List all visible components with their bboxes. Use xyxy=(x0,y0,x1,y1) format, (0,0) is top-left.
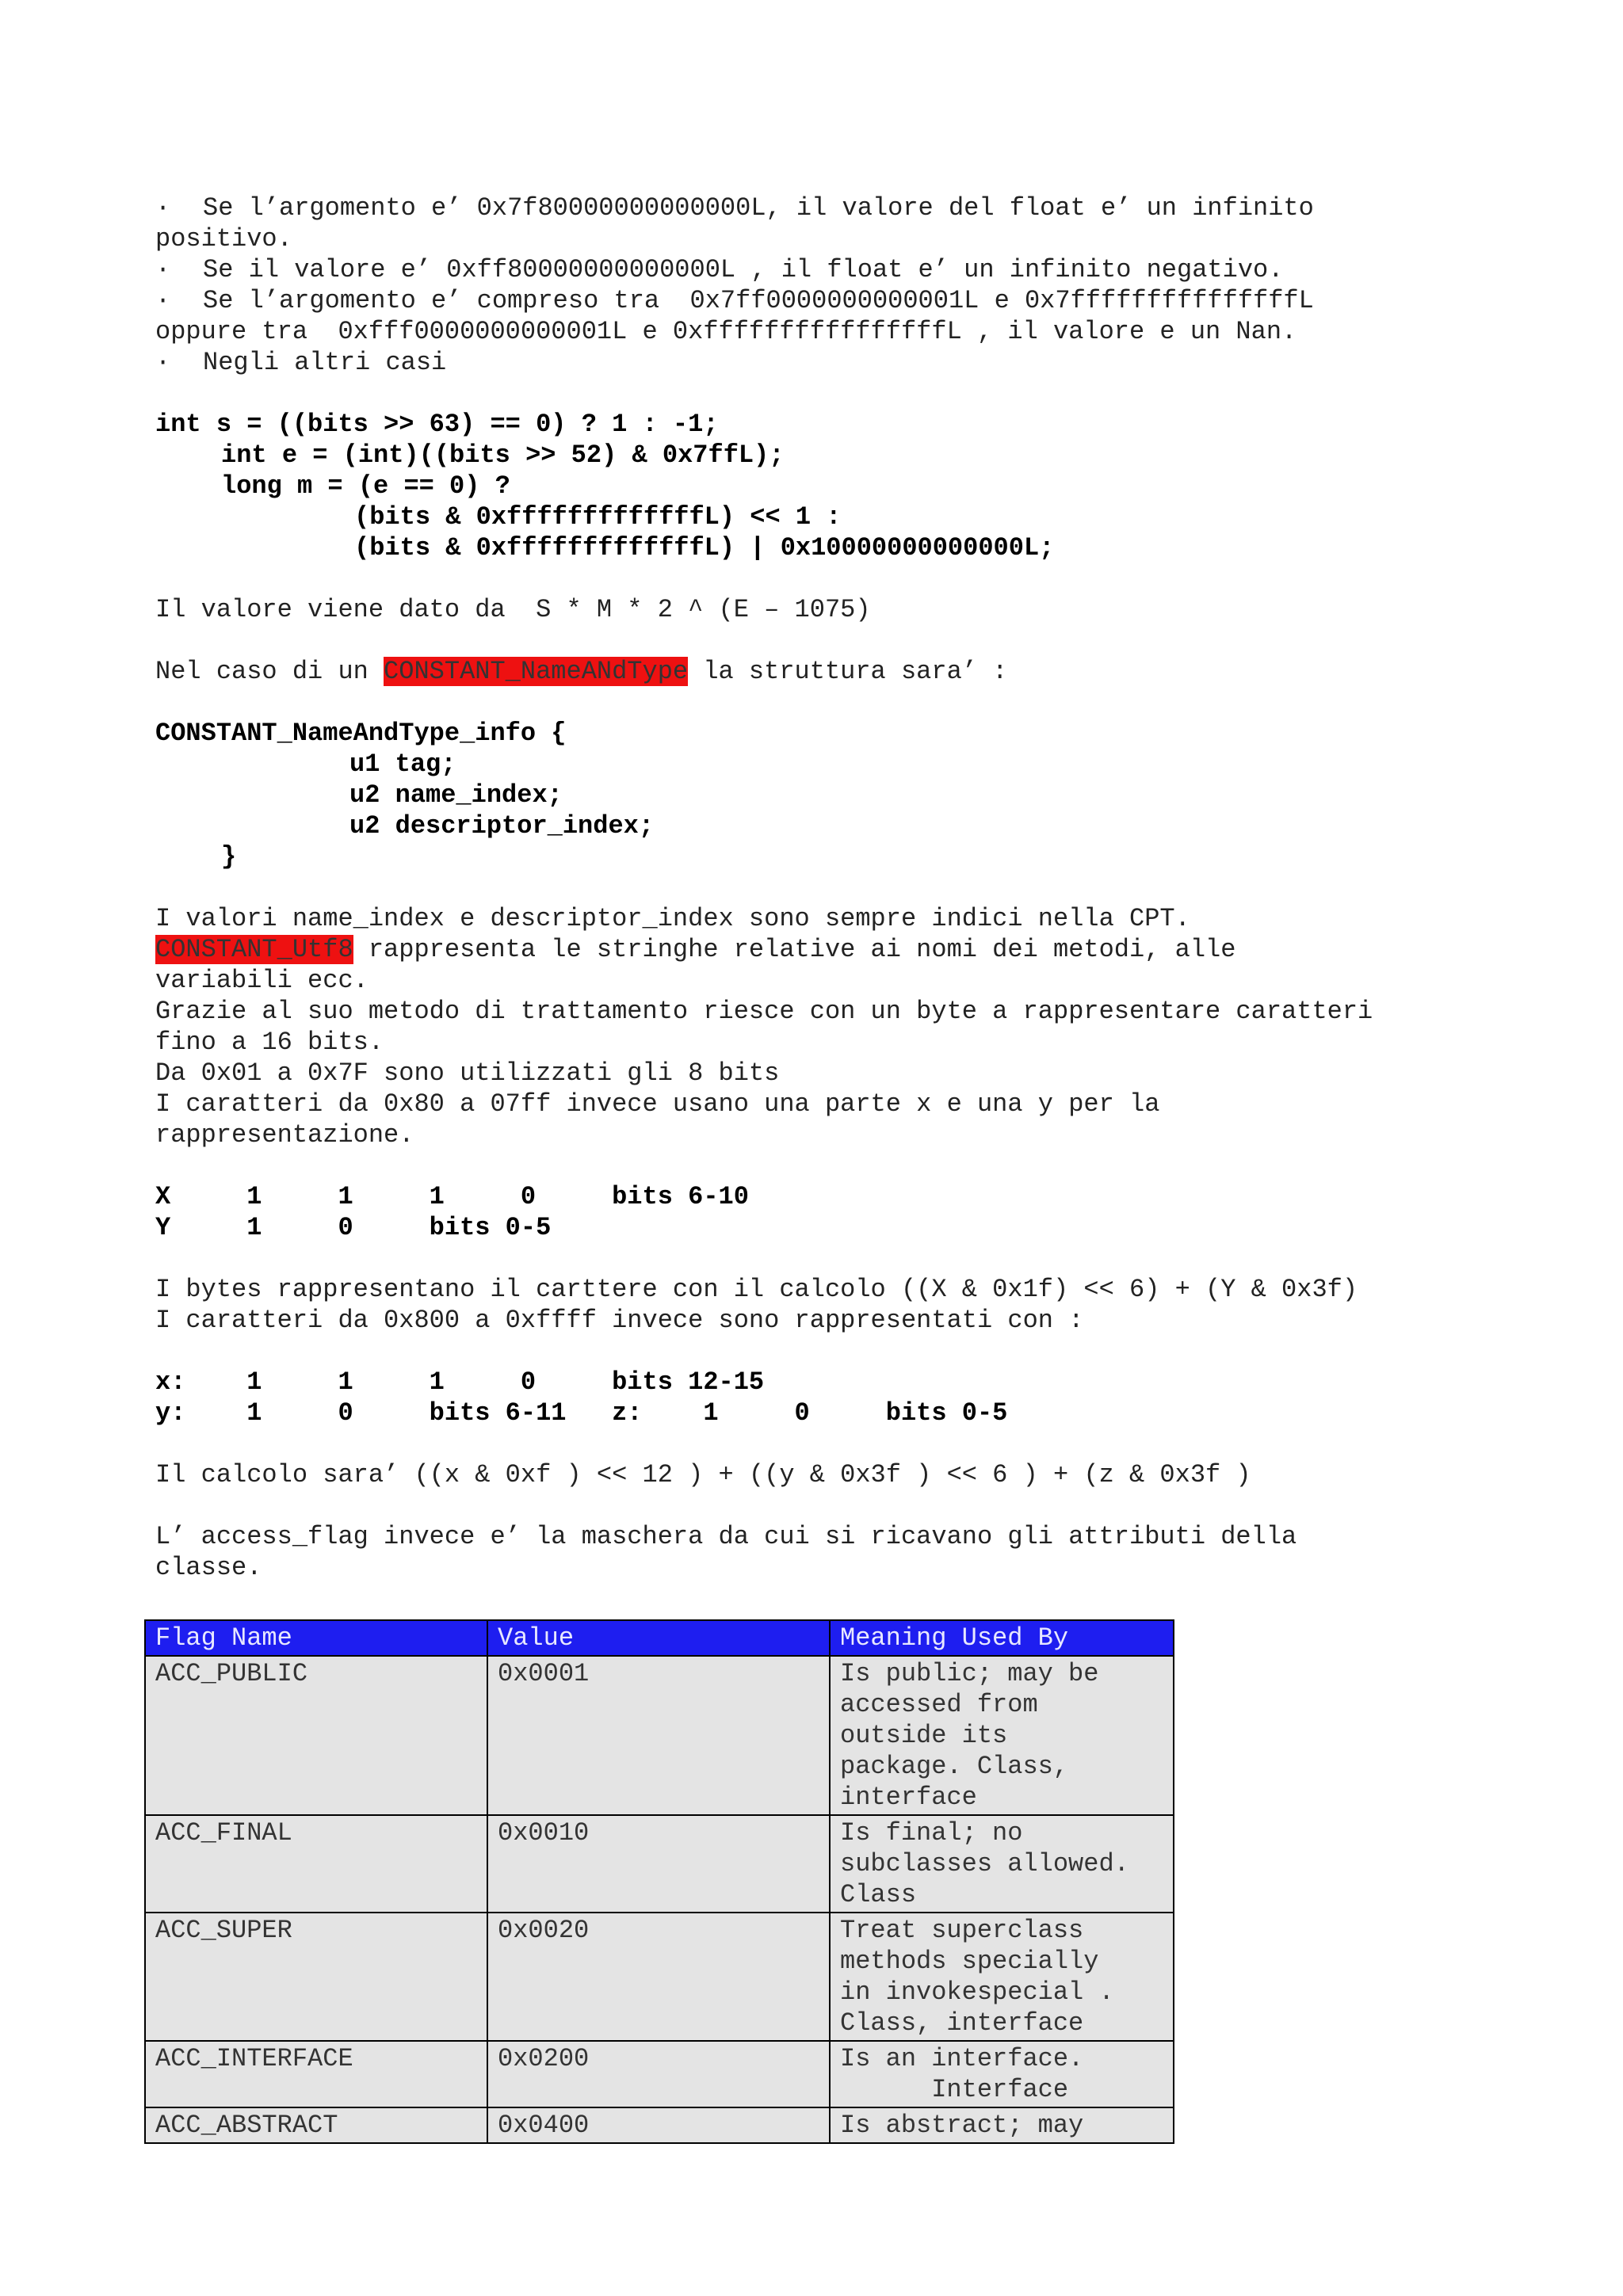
bullet-nan: · Se l’argomento e’ compreso tra 0x7ff0000000000001L e 0x7fffffffffffffffL xyxy=(155,286,1314,315)
flag-name-cell: ACC_PUBLIC xyxy=(145,1656,487,1815)
utf8-intro: CONSTANT_Utf8 rappresenta le stringhe relative ai nomi dei metodi, alle xyxy=(155,935,1236,964)
table-row xyxy=(145,1913,1174,2041)
bits-row-x: x: 1 1 1 0 bits 12-15 xyxy=(155,1367,765,1397)
paragraph-line: I bytes rappresentano il carttere con il calcolo ((X & 0x1f) << 6) + (Y & 0x3f) xyxy=(155,1275,1358,1304)
bullet-infinite-positive: · Se l’argomento e’ 0x7f80000000000000L, il valore del float e’ un infinito xyxy=(155,193,1314,223)
header-meaning: Meaning Used By xyxy=(830,1620,1174,1656)
bullet-marker: · xyxy=(155,348,171,377)
bits-row-y: Y 1 0 bits 0-5 xyxy=(155,1213,552,1242)
table-header-row xyxy=(145,1620,1174,1656)
flag-value-cell: 0x0001 xyxy=(487,1656,830,1815)
flag-meaning-cell: Is abstract; may xyxy=(830,2107,1174,2143)
struct-close: } xyxy=(221,842,237,871)
code-line: (bits & 0xfffffffffffffL) | 0x10000000000000L; xyxy=(354,533,1055,563)
code-line: (bits & 0xfffffffffffffL) << 1 : xyxy=(354,502,842,532)
paragraph-line: rappresentazione. xyxy=(155,1120,414,1150)
paragraph-line: fino a 16 bits. xyxy=(155,1028,384,1057)
bullet-other-cases: · Negli altri casi xyxy=(155,348,447,377)
bullet-marker: · xyxy=(155,255,171,284)
bullet-infinite-negative: · Se il valore e’ 0xff80000000000000L , il float e’ un infinito negativo. xyxy=(155,255,1284,284)
code-line: int e = (int)((bits >> 52) & 0x7ffL); xyxy=(221,441,785,470)
flag-meaning-cell: Is an interface. Interface xyxy=(830,2041,1174,2107)
flag-name-cell: ACC_ABSTRACT xyxy=(145,2107,487,2143)
paragraph-line: Grazie al suo metodo di trattamento riesce con un byte a rappresentare caratteri xyxy=(155,997,1373,1026)
highlight-constant-utf8: CONSTANT_Utf8 xyxy=(155,935,353,964)
flag-meaning-cell: Is public; may be accessed from outside its package. Class, interface xyxy=(830,1656,1174,1815)
access-flags-table xyxy=(144,1619,1174,2144)
struct-header: CONSTANT_NameAndType_info { xyxy=(155,719,567,748)
struct-field: u2 descriptor_index; xyxy=(349,811,655,841)
paragraph-line: variabili ecc. xyxy=(155,966,369,995)
value-formula: Il valore viene dato da S * M * 2 ^ (E – 1075) xyxy=(155,595,871,624)
bullet-continuation: oppure tra 0xfff0000000000001L e 0xffffffffffffffffL , il valore e un Nan. xyxy=(155,317,1297,346)
calc-formula: Il calcolo sara’ ((x & 0xf ) << 12 ) + ((y & 0x3f ) << 6 ) + (z & 0x3f ) xyxy=(155,1460,1251,1489)
header-value: Value xyxy=(487,1620,830,1656)
paragraph-line: I caratteri da 0x80 a 07ff invece usano una parte x e una y per la xyxy=(155,1089,1160,1119)
bits-row-y-z: y: 1 0 bits 6-11 z: 1 0 bits 0-5 xyxy=(155,1398,1008,1428)
flag-value-cell: 0x0010 xyxy=(487,1815,830,1913)
table-row xyxy=(145,1656,1174,1815)
bullet-continuation: positivo. xyxy=(155,224,292,254)
flag-value-cell: 0x0200 xyxy=(487,2041,830,2107)
highlight-constant-nameandtype: CONSTANT_NameANdType xyxy=(384,657,689,686)
flag-meaning-cell: Treat superclass methods specially in invokespecial . Class, interface xyxy=(830,1913,1174,2041)
table-row xyxy=(145,1815,1174,1913)
flag-name-cell: ACC_SUPER xyxy=(145,1913,487,2041)
table-row xyxy=(145,2107,1174,2143)
header-flag-name: Flag Name xyxy=(145,1620,487,1656)
code-line: long m = (e == 0) ? xyxy=(221,471,510,501)
paragraph-line: classe. xyxy=(155,1553,262,1582)
struct-field: u2 name_index; xyxy=(349,780,563,810)
struct-field: u1 tag; xyxy=(349,749,456,779)
paragraph-line: I caratteri da 0x800 a 0xffff invece sono rappresentati con : xyxy=(155,1306,1084,1335)
flag-name-cell: ACC_INTERFACE xyxy=(145,2041,487,2107)
table-row xyxy=(145,2041,1174,2107)
bullet-marker: · xyxy=(155,286,171,315)
bits-row-x: X 1 1 1 0 bits 6-10 xyxy=(155,1182,749,1211)
paragraph-line: L’ access_flag invece e’ la maschera da cui si ricavano gli attributi della xyxy=(155,1522,1297,1551)
paragraph-line: Da 0x01 a 0x7F sono utilizzati gli 8 bits xyxy=(155,1058,780,1088)
flag-name-cell: ACC_FINAL xyxy=(145,1815,487,1913)
paragraph-line: I valori name_index e descriptor_index sono sempre indici nella CPT. xyxy=(155,904,1190,933)
flag-value-cell: 0x0400 xyxy=(487,2107,830,2143)
nameandtype-intro: Nel caso di un CONSTANT_NameANdType la struttura sara’ : xyxy=(155,657,1008,686)
code-line: int s = ((bits >> 63) == 0) ? 1 : -1; xyxy=(155,410,719,439)
bullet-marker: · xyxy=(155,193,171,223)
flag-value-cell: 0x0020 xyxy=(487,1913,830,2041)
flag-meaning-cell: Is final; no subclasses allowed. Class xyxy=(830,1815,1174,1913)
